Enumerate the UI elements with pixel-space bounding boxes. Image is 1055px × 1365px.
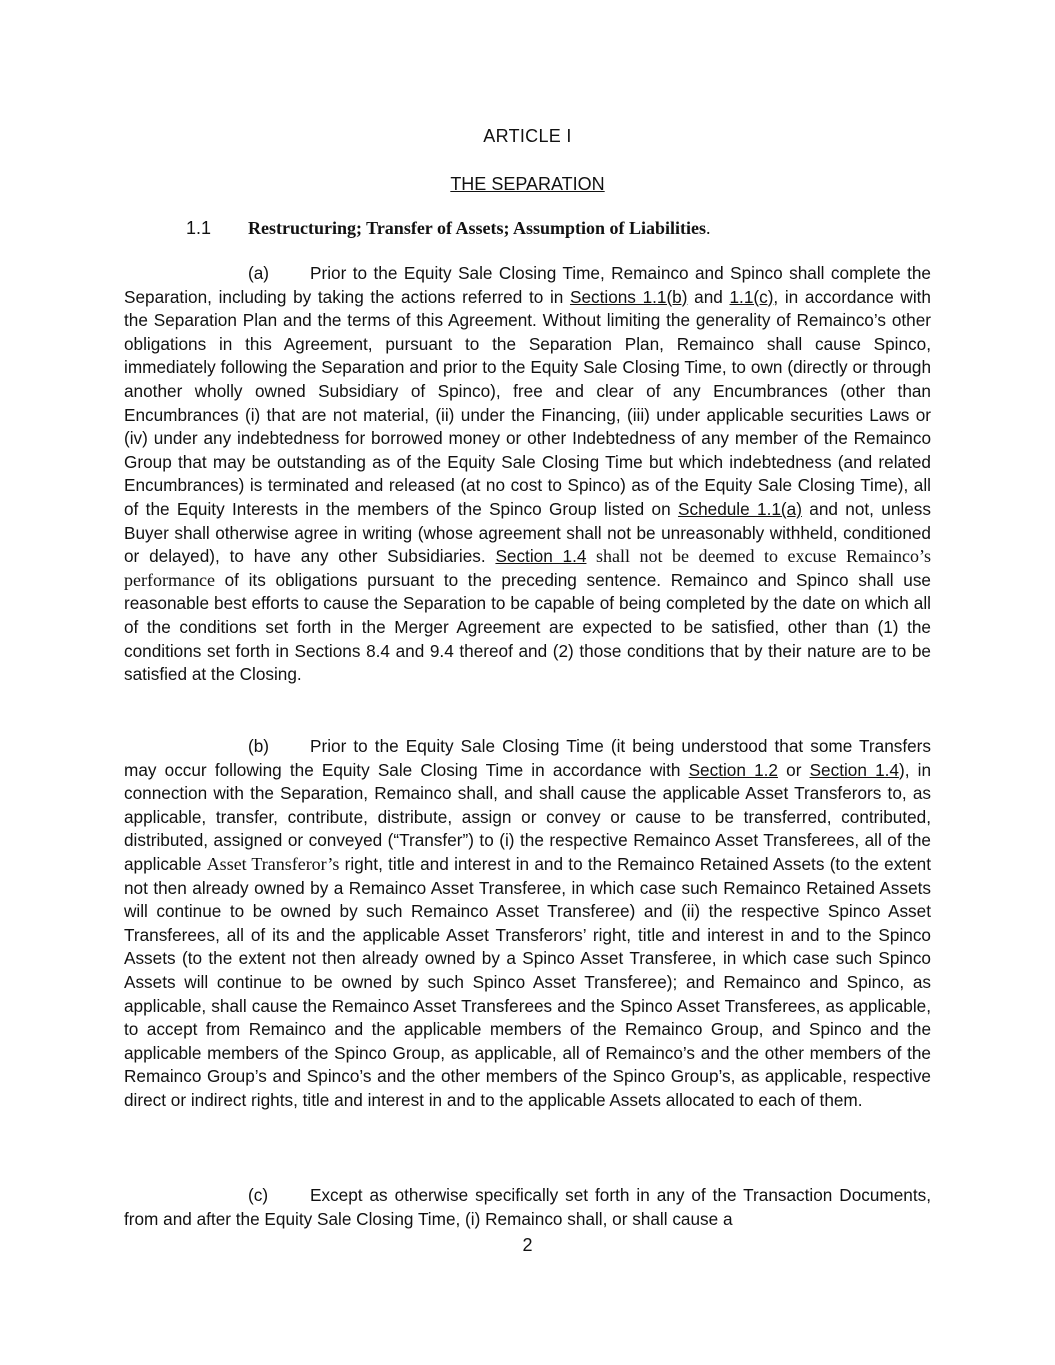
paragraph-b-text-3: ), in connection with the Separation, Remainco shall, and shall cause the applicable Asset Transferors to, as applicable, transfer, contribute, distribute, assign or convey or cause to be transferred, contributed, distributed, assigned or conveyed (“Transfer”) to (i) the respective Remainco Asset Transferees, all of the applicable	[124, 759, 932, 874]
paragraph-c-text-1: Except as otherwise specifically set forth in any of the Transaction Documents, from and after the Equity Sale Closing Time, (i) Remainco shall, or shall cause a	[124, 1185, 931, 1229]
cross-reference-link: Section 1.4	[809, 759, 899, 780]
cross-reference-link: Section 1.2	[688, 759, 778, 780]
paragraph-c-label-text: (c)	[248, 1185, 269, 1205]
article-heading: ARTICLE I	[483, 126, 572, 146]
paragraph-b-text-2: or	[777, 759, 810, 780]
paragraph-label-a	[124, 262, 310, 286]
cross-reference-link: Schedule 1.1(a)	[678, 498, 802, 519]
paragraph-a-text-5: shall not be deemed to excuse Remainco’s performance	[124, 546, 931, 590]
article-title: THE SEPARATION	[450, 174, 605, 194]
paragraph-a-text-2: and	[687, 286, 730, 307]
cross-reference-link: Section 1.4	[495, 546, 587, 567]
paragraph-c	[124, 1184, 931, 1231]
page-number: 2	[522, 1235, 533, 1255]
paragraph-b-label-text: (b)	[248, 736, 270, 756]
paragraph-b	[124, 735, 931, 1113]
section-title-period: .	[706, 218, 711, 238]
section-title: Restructuring; Transfer of Assets; Assumption of Liabilities	[248, 218, 707, 238]
paragraph-b-text-5: right, title and interest in and to the Remainco Retained Assets (to the extent not then already owned by a Remainco Asset Transferee, in which case such Remainco Retained Assets will continue to be owned by such Remainco Asset Transferee) and (ii) the respective Spinco Asset Transferees, all of its and the applicable Asset Transferors’ right, title and interest in and to the Spinco Assets (to the extent not then already owned by a Spinco Asset Transferee, in which case such Spinco Assets will continue to be owned by such Spinco Asset Transferee); and Remainco and Spinco, as applicable, shall cause the Remainco Asset Transferees and the Spinco Asset Transferees, as applicable, to accept from Remainco and the applicable members of the Remainco Group, and Spinco and the applicable members of the Spinco Group, as applicable, all of Remainco’s and the other members of the Remainco Group’s and Spinco’s and the other members of the Spinco Group’s, as applicable, respective direct or indirect rights, title and interest in and to the applicable Assets allocated to each of them.	[124, 853, 932, 1110]
cross-reference-link: Sections 1.1(b)	[569, 286, 688, 307]
paragraph-a-text-3: , in accordance with the Separation Plan and the terms of this Agreement. Without limiting the generality of Remainco’s other obligations in this Agreement, pursuant to the Separation Plan, Remainco shall cause Spinco, immediately following the Separation and prior to the Equity Sale Closing Time, to own (directly or through another wholly owned Subsidiary of Spinco), free and clear of any Encumbrances (other than Encumbrances (i) that are not material, (ii) under the Financing, (iii) under applicable securities Laws or (iv) under any indebtedness for borrowed money or other Indebtedness of any member of the Remainco Group that may be outstanding as of the Equity Sale Closing Time but which indebtedness (and related Encumbrances) is terminated and released (at no cost to Spinco) as of the Equity Sale Closing Time), all of the Equity Interests in the members of the Spinco Group listed on	[124, 286, 931, 519]
cross-reference-link: 1.1(c)	[729, 286, 774, 307]
paragraph-a-text-6: of its obligations pursuant to the preceding sentence. Remainco and Spinco shall use reasonable best efforts to cause the Separation to be capable of being completed by the date on which all of the conditions set forth in the Merger Agreement are expected to be satisfied, other than (1) the conditions set forth in Sections 8.4 and 9.4 thereof and (2) those conditions that by their nature are to be satisfied at the Closing.	[124, 569, 931, 685]
paragraph-a-text-1: Prior to the Equity Sale Closing Time, Remainco and Spinco shall complete the Separation, including by taking the actions referred to in	[124, 263, 931, 307]
paragraph-a	[124, 262, 931, 687]
paragraph-a-text-4: and not, unless Buyer shall otherwise agree in writing (whose agreement shall not be unreasonably withheld, conditioned or delayed), to have any other Subsidiaries.	[124, 498, 931, 567]
paragraph-b-text-4: Asset Transferor’s	[206, 853, 340, 874]
section-heading	[186, 218, 711, 239]
section-number: 1.1	[186, 218, 212, 238]
paragraph-label-c	[124, 1184, 310, 1208]
paragraph-a-label-text: (a)	[248, 263, 270, 283]
paragraph-label-b	[124, 735, 310, 759]
paragraph-b-text-1: Prior to the Equity Sale Closing Time (it being understood that some Transfers may occur following the Equity Sale Closing Time in accordance with	[124, 736, 931, 780]
